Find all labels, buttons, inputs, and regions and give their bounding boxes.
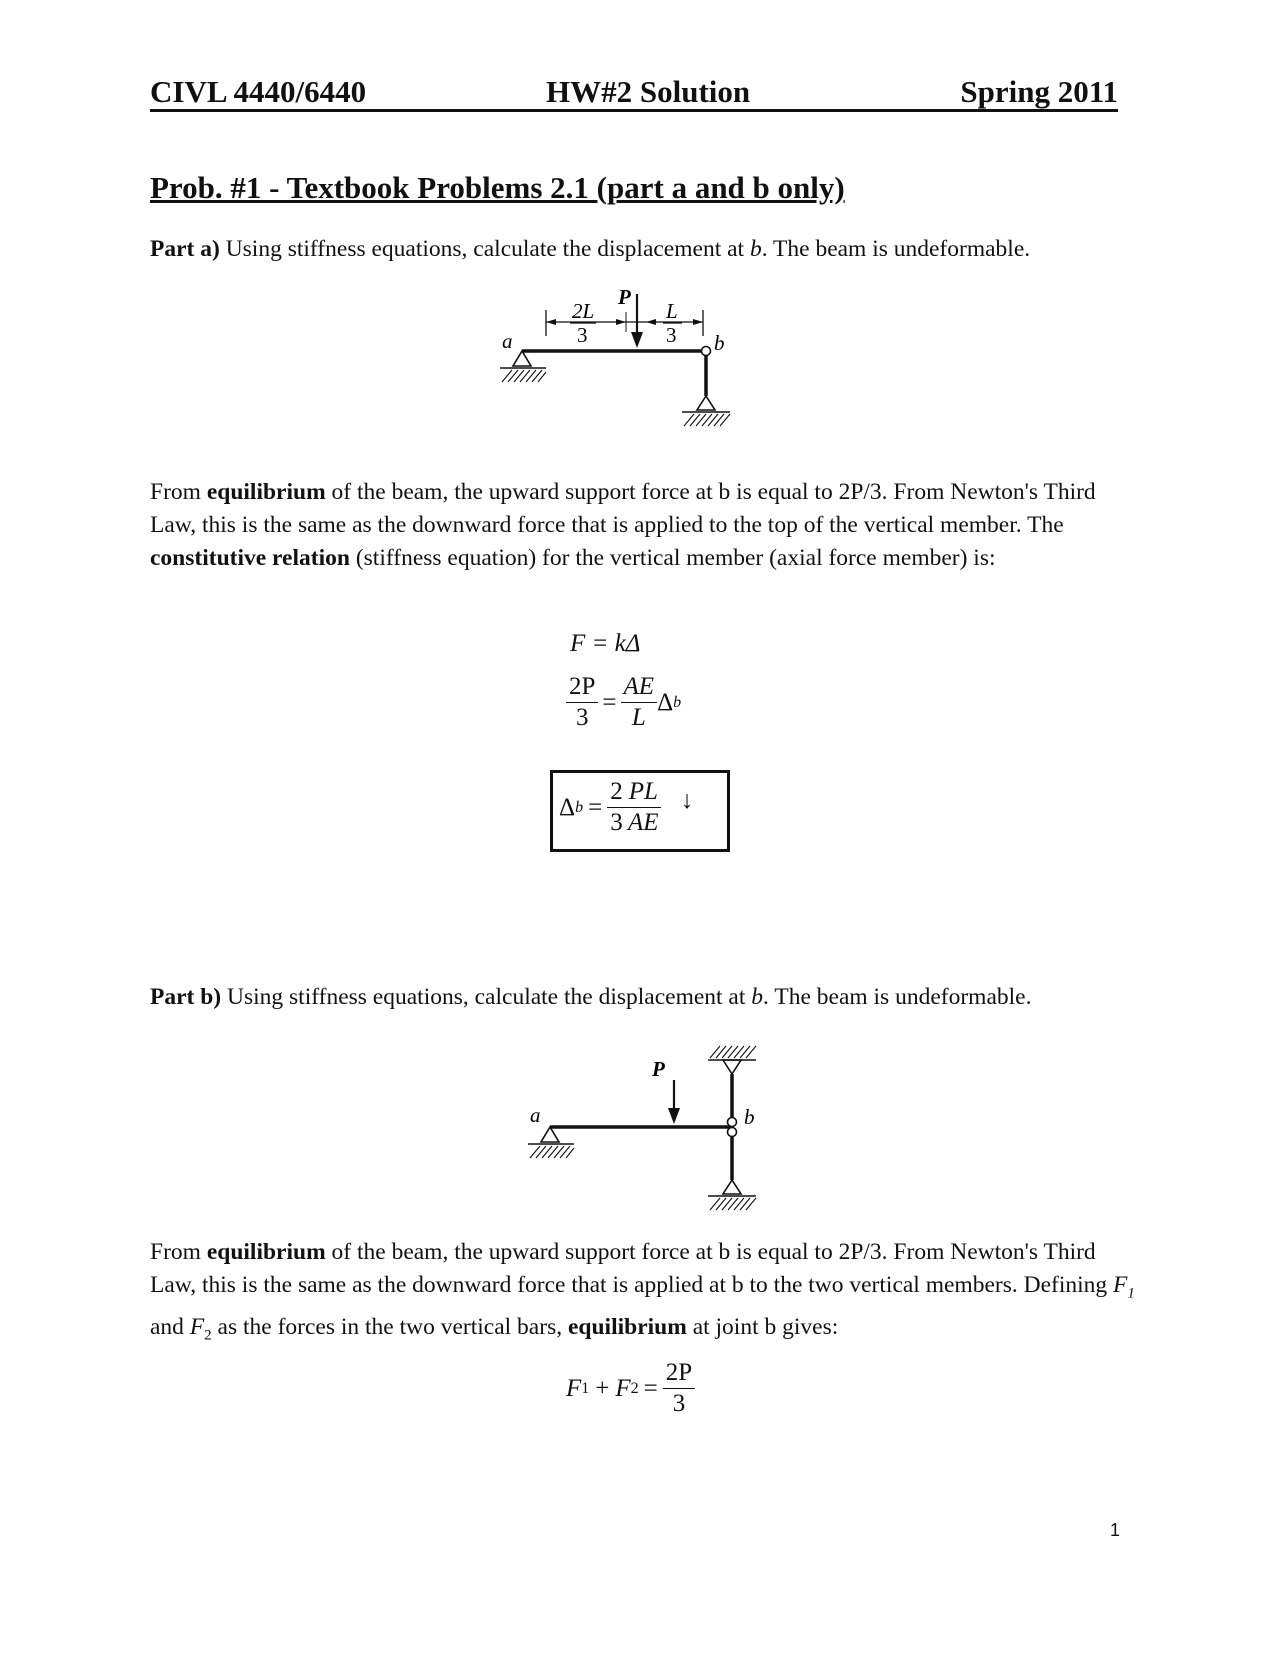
eq-f2-sub: 2 bbox=[630, 1379, 639, 1397]
text-run: and bbox=[150, 1313, 190, 1340]
result-num-2: 2 bbox=[607, 777, 626, 808]
figure-b-beam-diagram bbox=[520, 1040, 780, 1220]
var-f2: F bbox=[189, 1313, 205, 1340]
result-den-3: 3 bbox=[610, 809, 623, 836]
pin-support-top bbox=[723, 1060, 741, 1074]
eq2-rhs-den: L bbox=[631, 704, 646, 731]
ground-hatch-b bbox=[684, 414, 730, 426]
eq2-delta-sub: b bbox=[673, 693, 682, 711]
down-arrow-icon: ↓ bbox=[680, 786, 694, 814]
page-number: 1 bbox=[1110, 1520, 1121, 1540]
eq-f1-sub: 1 bbox=[581, 1379, 590, 1397]
dim-right-num: L bbox=[666, 299, 678, 323]
pin-support-a bbox=[541, 1127, 559, 1142]
part-b-var-b: b bbox=[751, 984, 764, 1010]
ground-hatch-a bbox=[530, 1146, 574, 1158]
var-f2-sub: 2 bbox=[204, 1327, 212, 1344]
eq-den: 3 bbox=[672, 1390, 686, 1417]
part-b-label: Part b) bbox=[150, 984, 222, 1010]
dim-right-den: 3 bbox=[666, 323, 677, 347]
dim-left-num: 2L bbox=[572, 299, 595, 323]
part-b-paragraph bbox=[150, 1236, 1140, 1352]
pin-support-bottom bbox=[723, 1180, 741, 1194]
var-f1-sub: 1 bbox=[1127, 1285, 1135, 1302]
header-rule bbox=[150, 109, 1118, 112]
part-a-paragraph bbox=[150, 476, 1140, 575]
pin-support-a bbox=[513, 351, 531, 366]
result-delta: Δ bbox=[559, 793, 576, 821]
hinge-bottom bbox=[728, 1128, 737, 1137]
equation-stiffness bbox=[566, 672, 681, 733]
var-f1: F bbox=[1113, 1272, 1128, 1298]
part-b-text-1: Using stiffness equations, calculate the displacement at bbox=[221, 984, 752, 1010]
text-run: From bbox=[150, 1239, 207, 1265]
text-run: of the beam, the upward support force at b is equal to 2P/3. From Newton's Third Law, this is the same as the downward force that is applied at b to the two vertical members. Defining bbox=[150, 1239, 1114, 1298]
part-b-text-2: . The beam is undeformable. bbox=[763, 984, 1032, 1010]
dim-left-den: 3 bbox=[577, 323, 588, 347]
part-a-prompt bbox=[150, 236, 1030, 263]
node-b-label: b bbox=[714, 331, 725, 355]
ground-hatch-bottom bbox=[710, 1198, 756, 1210]
ground-hatch-a bbox=[502, 370, 546, 382]
result-equals: = bbox=[588, 793, 603, 821]
result-num-pl: PL bbox=[626, 777, 661, 808]
eq-equals: = bbox=[643, 1374, 658, 1402]
node-a-label: a bbox=[530, 1103, 541, 1127]
figure-a-beam-diagram bbox=[500, 290, 780, 450]
part-a-label: Part a) bbox=[150, 236, 220, 262]
part-a-var-b: b bbox=[749, 236, 762, 262]
text-run: as the forces in the two vertical bars, bbox=[211, 1313, 568, 1340]
node-b-label: b bbox=[744, 1105, 755, 1129]
bold-equilibrium: equilibrium bbox=[567, 1313, 687, 1340]
bold-equilibrium: equilibrium bbox=[206, 1239, 326, 1265]
eq-f2: F bbox=[615, 1374, 631, 1402]
bold-equilibrium: equilibrium bbox=[206, 479, 326, 505]
part-a-text-2: . The beam is undeformable. bbox=[761, 236, 1031, 262]
eq2-lhs-den: 3 bbox=[575, 704, 589, 731]
node-a-label: a bbox=[502, 329, 513, 353]
header-title: HW#2 Solution bbox=[546, 74, 751, 109]
text-run: (stiffness equation) for the vertical member (axial force member) is: bbox=[349, 545, 996, 571]
text-run: of the beam, the upward support force at b is equal to 2P/3. From Newton's Third Law, this is the same as the downward force that is applied to the top of the vertical member. The bbox=[150, 479, 1096, 538]
eq2-rhs-num: AE bbox=[621, 672, 658, 703]
pin-support-bottom bbox=[697, 396, 715, 410]
equation-f-k-delta: F = kΔ bbox=[570, 630, 641, 657]
bold-constitutive-relation: constitutive relation bbox=[150, 545, 350, 571]
eq-num: 2P bbox=[663, 1358, 695, 1389]
result-den-ae: AE bbox=[628, 809, 659, 836]
part-a-text-1: Using stiffness equations, calculate the displacement at bbox=[219, 236, 750, 262]
eq2-equals: = bbox=[602, 688, 617, 716]
eq2-lhs-num: 2P bbox=[566, 672, 598, 703]
ground-hatch-top bbox=[710, 1046, 756, 1058]
text-run: From bbox=[150, 479, 207, 505]
eq-f1: F bbox=[566, 1374, 582, 1402]
header-term: Spring 2011 bbox=[960, 74, 1118, 109]
part-b-prompt bbox=[150, 984, 1031, 1011]
load-label-p: P bbox=[652, 1057, 665, 1081]
eq-plus: + bbox=[595, 1374, 610, 1402]
result-delta-sub: b bbox=[575, 798, 584, 816]
eq2-delta: Δ bbox=[657, 688, 674, 716]
hinge-top bbox=[728, 1118, 737, 1127]
problem-title: Prob. #1 - Textbook Problems 2.1 (part a and b only) bbox=[150, 170, 845, 205]
equation-force-sum bbox=[566, 1358, 695, 1419]
header-course: CIVL 4440/6440 bbox=[150, 74, 367, 109]
text-run: at joint b gives: bbox=[686, 1313, 839, 1340]
result-box bbox=[550, 770, 730, 852]
load-label-p: P bbox=[618, 290, 631, 309]
hinge-b bbox=[702, 347, 711, 356]
